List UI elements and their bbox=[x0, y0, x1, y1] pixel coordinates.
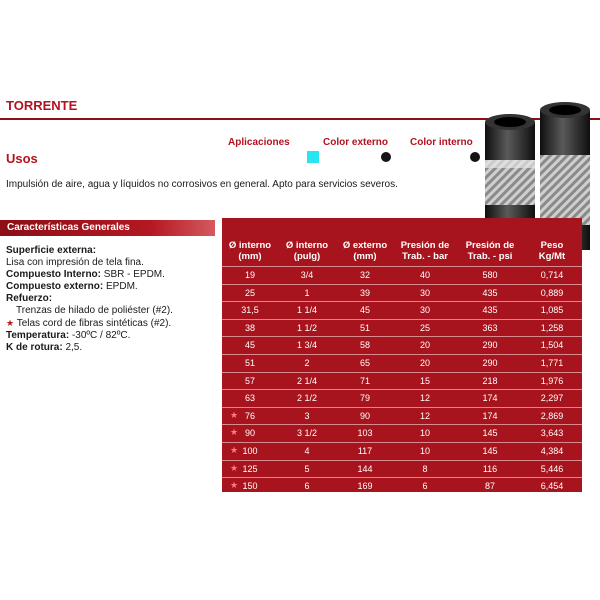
table-cell: 4 bbox=[304, 446, 310, 456]
spec-line: Lisa con impresión de tela fina. bbox=[6, 257, 144, 268]
table-cell: 30 bbox=[419, 287, 430, 298]
table-cell: 0,714 bbox=[540, 270, 564, 280]
table-cell: 3 1/2 bbox=[296, 428, 318, 439]
table-cell: 31,5 bbox=[241, 305, 259, 316]
table-row bbox=[222, 319, 582, 336]
table-cell: 435 bbox=[482, 287, 498, 298]
table-cell: 32 bbox=[359, 270, 370, 280]
table-cell: 6 bbox=[422, 481, 428, 492]
star-icon: ★ bbox=[230, 462, 239, 473]
table-cell: 45 bbox=[359, 305, 370, 316]
table-cell: 169 bbox=[357, 481, 373, 492]
table-cell: 30 bbox=[419, 305, 430, 316]
table-cell: 12 bbox=[419, 393, 430, 404]
table-cell: 57 bbox=[244, 375, 255, 386]
table-cell: 45 bbox=[244, 340, 255, 351]
table-cell: 20 bbox=[419, 340, 430, 351]
table-row bbox=[222, 389, 582, 406]
table-cell: 103 bbox=[357, 428, 373, 439]
star-icon: ★ bbox=[230, 427, 239, 438]
table-cell: 218 bbox=[482, 375, 498, 386]
table-row bbox=[222, 301, 582, 318]
table-cell: 580 bbox=[482, 270, 498, 280]
table-row bbox=[222, 424, 582, 441]
table-cell: 1,504 bbox=[540, 340, 564, 351]
table-cell: 10 bbox=[419, 446, 430, 456]
table-row bbox=[222, 284, 582, 301]
table-cell: 174 bbox=[482, 393, 498, 404]
table-cell: 71 bbox=[359, 375, 370, 386]
table-cell: 2,297 bbox=[540, 393, 564, 404]
table-cell: 290 bbox=[482, 358, 498, 368]
table-cell: 51 bbox=[244, 358, 255, 368]
table-header-cell: Ø externo (mm) bbox=[342, 240, 388, 262]
color-interno-header: Color interno bbox=[410, 137, 473, 148]
table-cell: 290 bbox=[482, 340, 498, 351]
caracteristicas-header-bar bbox=[0, 220, 215, 236]
table-row bbox=[222, 442, 582, 459]
table-header-cell: Ø interno (mm) bbox=[228, 240, 272, 262]
table-cell: 12 bbox=[419, 410, 430, 421]
color-externo-header: Color externo bbox=[323, 137, 389, 148]
table-cell: 76 bbox=[244, 410, 255, 421]
table-cell: 1 3/4 bbox=[296, 340, 318, 351]
table-header-cell: Ø interno (pulg) bbox=[285, 240, 329, 262]
table-cell: 435 bbox=[482, 305, 498, 316]
caracteristicas-title: Características Generales bbox=[7, 222, 130, 233]
table-cell: 3 bbox=[304, 410, 310, 421]
table-cell: 3/4 bbox=[300, 270, 314, 280]
table-header-cell: Peso Kg/Mt bbox=[538, 240, 566, 262]
table-cell: 1,258 bbox=[540, 322, 564, 333]
table-cell: 2 1/2 bbox=[296, 393, 318, 404]
table-cell: 58 bbox=[359, 340, 370, 351]
table-header-cell: Presión de Trab. - bar bbox=[400, 240, 450, 262]
table-cell: 2 bbox=[304, 358, 310, 368]
table-cell: 1 bbox=[304, 287, 310, 298]
table-cell: 2,869 bbox=[540, 410, 564, 421]
table-cell: 25 bbox=[419, 322, 430, 333]
table-cell: 10 bbox=[419, 428, 430, 439]
table-cell: 174 bbox=[482, 410, 498, 421]
table-cell: 6,454 bbox=[540, 481, 564, 492]
table-cell: 51 bbox=[359, 322, 370, 333]
table-row bbox=[222, 354, 582, 371]
table-cell: 90 bbox=[244, 428, 255, 439]
specs-list bbox=[6, 245, 173, 354]
usos-description: Impulsión de aire, agua y líquidos no corrosivos en general. Apto para servicios severos. bbox=[6, 179, 398, 190]
spec-line: K de rotura: 2,5. bbox=[6, 342, 83, 353]
table-cell: 40 bbox=[419, 270, 430, 280]
table-cell: 79 bbox=[359, 393, 370, 404]
table-cell: 117 bbox=[357, 446, 373, 456]
table-cell: 1,085 bbox=[540, 305, 564, 316]
table-cell: 150 bbox=[242, 481, 258, 492]
hose-front-braid bbox=[540, 155, 590, 225]
table-cell: 100 bbox=[242, 446, 258, 456]
table-cell: 25 bbox=[244, 287, 255, 298]
spec-line: Temperatura: -30ºC / 82ºC. bbox=[6, 330, 131, 341]
table-cell: 90 bbox=[359, 410, 370, 421]
table-cell: 65 bbox=[359, 358, 370, 368]
spec-line: Compuesto externo: EPDM. bbox=[6, 281, 138, 292]
star-icon: ★ bbox=[230, 445, 239, 455]
table-cell: 6 bbox=[304, 481, 310, 492]
table-header-cell: Presión de Trab. - psi bbox=[465, 240, 515, 262]
table-cell: 1,771 bbox=[540, 358, 564, 368]
table-cell: 3,643 bbox=[540, 428, 564, 439]
table-cell: 1 1/4 bbox=[296, 305, 318, 316]
table-cell: 363 bbox=[482, 322, 498, 333]
table-cell: 2 1/4 bbox=[296, 375, 318, 386]
table-row bbox=[222, 266, 582, 283]
table-cell: 15 bbox=[419, 375, 430, 386]
table-cell: 144 bbox=[357, 463, 373, 474]
table-cell: 4,384 bbox=[540, 446, 564, 456]
table-row bbox=[222, 372, 582, 389]
table-cell: 8 bbox=[422, 463, 428, 474]
table-cell: 87 bbox=[484, 481, 495, 492]
spec-line: Superficie externa: bbox=[6, 245, 97, 256]
table-cell: 20 bbox=[419, 358, 430, 368]
table-cell: 145 bbox=[482, 446, 498, 456]
table-row bbox=[222, 336, 582, 353]
usos-heading: Usos bbox=[6, 151, 38, 166]
spec-line: Trenzas de hilado de poliéster (#2). bbox=[16, 305, 173, 316]
product-title: TORRENTE bbox=[6, 98, 78, 113]
color-interno-dot bbox=[470, 152, 480, 162]
aplicaciones-swatch bbox=[307, 151, 319, 163]
aplicaciones-header: Aplicaciones bbox=[228, 137, 290, 148]
spec-line: Refuerzo: bbox=[6, 293, 53, 304]
table-cell: 0,889 bbox=[540, 287, 564, 298]
table-cell: 116 bbox=[482, 463, 498, 474]
table-row bbox=[222, 407, 582, 424]
star-icon: ★ bbox=[230, 480, 239, 491]
specs-table bbox=[222, 218, 582, 492]
table-cell: 145 bbox=[482, 428, 498, 439]
star-icon: ★ bbox=[230, 409, 239, 420]
table-cell: 38 bbox=[244, 322, 255, 333]
table-cell: 125 bbox=[242, 463, 258, 474]
spec-line: Compuesto Interno: SBR - EPDM. bbox=[6, 269, 165, 280]
table-cell: 39 bbox=[359, 287, 370, 298]
star-icon: ★ bbox=[6, 318, 15, 328]
table-cell: 63 bbox=[244, 393, 255, 404]
table-cell: 5,446 bbox=[540, 463, 564, 474]
color-externo-dot bbox=[381, 152, 391, 162]
table-row bbox=[222, 460, 582, 477]
spec-line: ★ Telas cord de fibras sintéticas (#2). bbox=[6, 318, 172, 329]
table-row bbox=[222, 477, 582, 494]
table-cell: 1 1/2 bbox=[296, 322, 318, 333]
table-cell: 19 bbox=[244, 270, 255, 280]
table-cell: 1,976 bbox=[540, 375, 564, 386]
table-cell: 5 bbox=[304, 463, 310, 474]
